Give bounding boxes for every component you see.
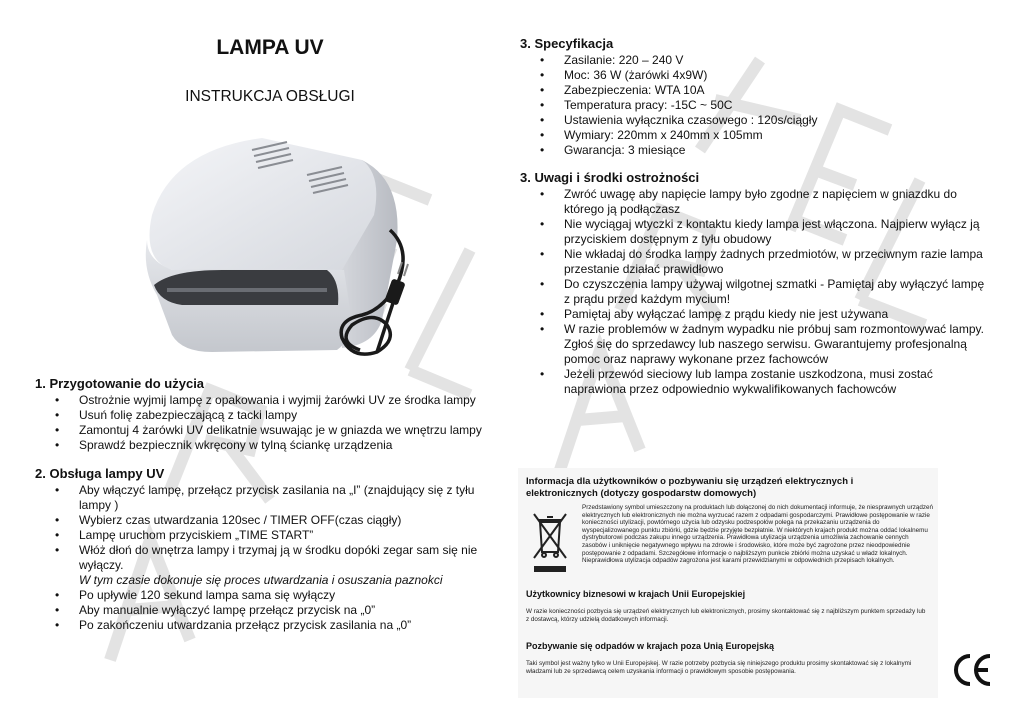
list-item: • Jeżeli przewód sieciowy lub lampa zostanie uszkodzona, musi zostać naprawiona przez odpowiednio wykwalifikowanych fachowców bbox=[520, 367, 990, 397]
disposal-text: Przedstawiony symbol umieszczony na produktach lub dołączonej do nich dokumentacji informuje, że niesprawnych urządzeń elektrycznych lub elektronicznych nie można wyrzucać razem z odpadami gospodarczymi. Prawidłowe postępowanie w razie konieczności utylizacji, powtórnego użycia lub odzysku podzespołów polega na przekazaniu urządzenia do wyspecjalizowanego punktu zbiórki, gdzie będzie przyjęte bezpłatnie. W niektórych krajach produkt można oddać lokalnemu dystrybutorowi podczas zakupu innego urządzenia. Prawidłowa utylizacja urządzenia umożliwia zachowanie cennych zasobów i uniknięcie negatywnego wpływu na zdrowie i środowisko, które może być zagrożone przez nieodpowiednie postępowanie z odpadami. Szczegółowe informacje o najbliższym punkcie zbiórki można uzyskać u władz lokalnych. Nieprawidłowa utylizacja odpadów zagrożona jest karami przewidzianymi w odpowiednich przepisach lokalnych. bbox=[582, 504, 934, 565]
list-item: • Zwróć uwagę aby napięcie lampy było zgodne z napięciem w gniazdku do którego ją podłączasz bbox=[520, 187, 990, 217]
list-item: • Ostrożnie wyjmij lampę z opakowania i wyjmij żarówki UV ze środka lampy bbox=[35, 393, 505, 408]
list-item: • Nie wyciągaj wtyczki z kontaktu kiedy lampa jest włączona. Najpierw wyłącz ją przyciskiem dostępnym z tyłu obudowy bbox=[520, 217, 990, 247]
list-item: • Nie wkładaj do środka lampy żadnych przedmiotów, w przeciwnym razie lampa przestanie działać prawidłowo bbox=[520, 247, 990, 277]
section-specification bbox=[520, 36, 990, 158]
non-eu-text: Taki symbol jest ważny tylko w Unii Europejskej. W razie potrzeby pozbycia się niniejszego produktu prosimy skontaktować się z lokalnymi władzami lub ze sprzedawcą celem uzyskania informacji o prawidłowym sposobie postępowania. bbox=[526, 660, 912, 675]
document-title: LAMPA UV bbox=[216, 36, 324, 59]
specification-list bbox=[520, 53, 990, 158]
list-item: • Ustawienia wyłącznika czasowego : 120s/ciągły bbox=[520, 113, 990, 128]
list-item: • Moc: 36 W (żarówki 4x9W) bbox=[520, 68, 990, 83]
section-heading: 1. Przygotowanie do użycia bbox=[35, 376, 205, 391]
eu-text: W razie konieczności pozbycia się urządzeń elektrycznych lub elektronicznych, prosimy skontaktować się z najbliższym punktem sprzedaży lub z dostawcą, którzy udzielą dodatkowych informacji. bbox=[526, 608, 926, 623]
crossed-bin-icon bbox=[528, 508, 572, 578]
non-eu-heading: Pozbywanie się odpadów w krajach poza Unią Europejską bbox=[526, 641, 775, 651]
document-subtitle: INSTRUKCJA OBSŁUGI bbox=[185, 88, 355, 105]
list-item: • Włóż dłoń do wnętrza lampy i trzymaj ją w środku dopóki zegar sam się nie wyłączy. bbox=[35, 543, 505, 573]
list-item: • Gwarancja: 3 miesiące bbox=[520, 143, 990, 158]
section-heading: 3. Specyfikacja bbox=[520, 36, 614, 51]
list-item: • Wymiary: 220mm x 240mm x 105mm bbox=[520, 128, 990, 143]
list-item: • Do czyszczenia lampy używaj wilgotnej szmatki - Pamiętaj aby wyłączyć lampę z prądu przed każdym mycium! bbox=[520, 277, 990, 307]
eu-heading: Użytkownicy biznesowi w krajach Unii Europejskiej bbox=[526, 589, 746, 599]
section-heading: 2. Obsługa lampy UV bbox=[35, 466, 165, 481]
list-item: • Zabezpieczenia: WTA 10A bbox=[520, 83, 990, 98]
section-heading: 3. Uwagi i środki ostrożności bbox=[520, 170, 700, 185]
list-item: • Lampę uruchom przyciskiem „TIME START” bbox=[35, 528, 505, 543]
list-item: • Pamiętaj aby wyłączać lampę z prądu kiedy nie jest używana bbox=[520, 307, 990, 322]
list-item: • Aby manualnie wyłączyć lampę przełącz przycisk na „0” bbox=[35, 603, 505, 618]
section-operation bbox=[35, 466, 505, 633]
operation-list bbox=[35, 483, 505, 633]
list-item: • Usuń folię zabezpieczającą z tacki lampy bbox=[35, 408, 505, 423]
uv-lamp-image bbox=[112, 120, 432, 370]
section-preparation bbox=[35, 376, 505, 453]
list-item: • Temperatura pracy: -15C ~ 50C bbox=[520, 98, 990, 113]
italic-note: W tym czasie dokonuje się proces utwardzania i osuszania paznokci bbox=[79, 573, 443, 587]
list-item: • Aby włączyć lampę, przełącz przycisk zasilania na „I” (znajdujący się z tyłu lampy ) bbox=[35, 483, 505, 513]
disposal-heading: Informacja dla użytkowników o pozbywaniu się urządzeń elektrycznych i elektronicznych (dotyczy gospodarstw domowych) bbox=[526, 476, 854, 499]
list-item: • Zasilanie: 220 – 240 V bbox=[520, 53, 990, 68]
list-item: • Po upływie 120 sekund lampa sama się wyłączy bbox=[35, 588, 505, 603]
ce-mark-icon bbox=[950, 650, 994, 690]
list-item: • Po zakończeniu utwardzania przełącz przycisk zasilania na „0” bbox=[35, 618, 505, 633]
list-item: • Wybierz czas utwardzania 120sec / TIMER OFF(czas ciągły) bbox=[35, 513, 505, 528]
list-item: • Zamontuj 4 żarówki UV delikatnie wsuwając je w gniazda we wnętrzu lampy bbox=[35, 423, 505, 438]
list-item: • Sprawdź bezpiecznik wkręcony w tylną ściankę urządzenia bbox=[35, 438, 505, 453]
list-item: • W razie problemów w żadnym wypadku nie próbuj sam rozmontowywać lampy. Zgłoś się do sprzedawcy lub naszego serwisu. Gwarantujemy profesjonalną pomoc oraz naprawy wykonane przez fachowców bbox=[520, 322, 990, 367]
preparation-list bbox=[35, 393, 505, 453]
section-safety bbox=[520, 170, 990, 397]
safety-list bbox=[520, 187, 990, 397]
disposal-info-box bbox=[518, 468, 938, 698]
